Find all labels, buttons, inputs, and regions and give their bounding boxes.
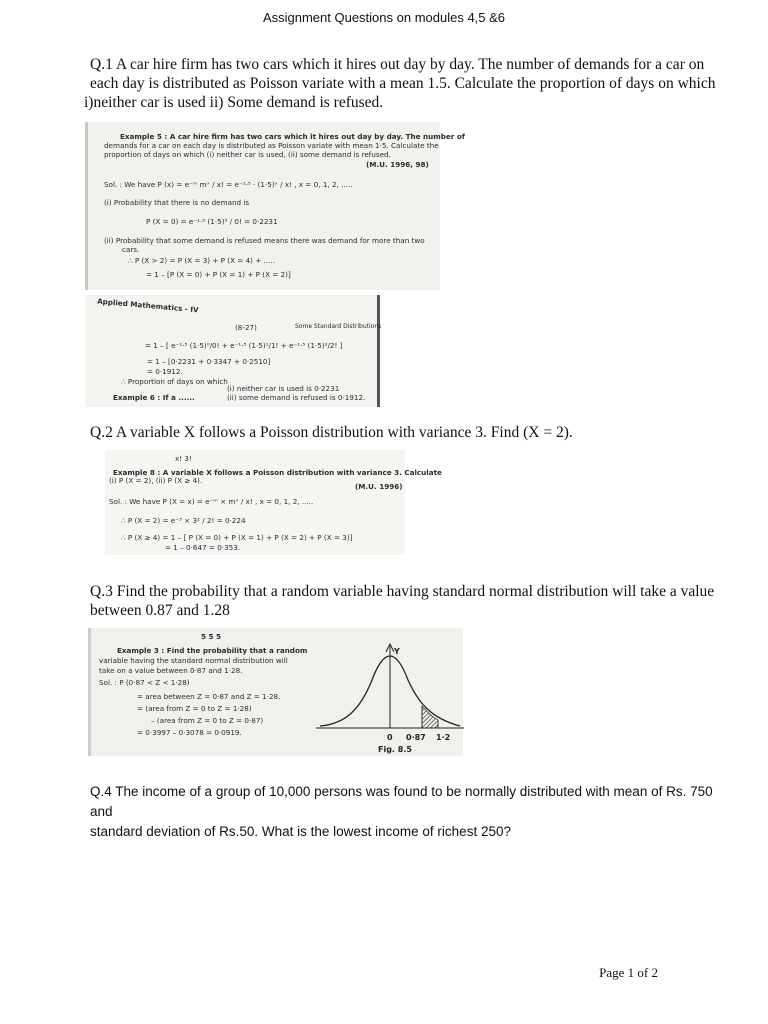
example-5-page-header: Applied Mathematics - IV [96, 296, 199, 315]
example-5-line-2: demands for a car on each day is distributed as Poisson variate with mean 1·5. Calculate the [104, 141, 439, 150]
example-5-page-section: Some Standard Distributions [295, 323, 382, 330]
example-5-conclusion-ii: (ii) some demand is refused is 0·1912. [227, 393, 366, 402]
example-8-top-fragment: x! 3! [175, 454, 192, 463]
example-6-start: Example 6 : If a ...... [113, 393, 195, 402]
example-5-conclusion-i: (i) neither car is used is 0·2231 [227, 384, 340, 393]
question-2: Q.2 A variable X follows a Poisson distribution with variance 3. Find (X = 2). [90, 424, 573, 441]
example-8-line-2: (i) P (X = 2), (ii) P (X ≥ 4). [109, 476, 203, 485]
question-4-line-2: standard deviation of Rs.50. What is the lowest income of richest 250? [90, 824, 511, 839]
example-5-equation-3: = 1 – [ e⁻¹·⁵ (1·5)⁰/0! + e⁻¹·⁵ (1·5)¹/1! + e⁻¹·⁵ (1·5)²/2! ] [145, 341, 343, 350]
figure-tick-087: 0·87 [406, 733, 426, 742]
example-3-step-4: = 0·3997 – 0·3078 = 0·0919. [137, 728, 242, 737]
scan-example-5-part-1 [85, 122, 465, 290]
question-3 [90, 582, 740, 620]
example-5-conclusion: ∴ Proportion of days on which [121, 377, 228, 386]
example-5-solution: Sol. : We have P (x) = e⁻ᵐ mˣ / x! = e⁻¹·⁵ · (1·5)ˣ / x! , x = 0, 1, 2, ..... [104, 180, 353, 189]
figure-caption: Fig. 8.5 [378, 745, 412, 754]
page-title: Assignment Questions on modules 4,5 &6 [262, 10, 506, 25]
figure-y-label: Y [394, 647, 400, 656]
example-3-step-3: – (area from Z = 0 to Z = 0·87) [151, 716, 264, 725]
example-3-line-2: variable having the standard normal distribution will [99, 656, 288, 665]
example-8-equation-2: ∴ P (X ≥ 4) = 1 – [ P (X = 0) + P (X = 1) + P (X = 2) + P (X = 3)] [121, 533, 353, 542]
example-5-part-i-equation: P (X = 0) = e⁻¹·⁵ (1·5)⁰ / 0! = 0·2231 [146, 217, 278, 226]
scan-example-8 [105, 450, 442, 555]
question-3-line-2: between 0.87 and 1.28 [90, 602, 230, 619]
example-5-equation-5: = 0·1912. [147, 367, 183, 376]
figure-shaded-region [422, 706, 438, 728]
example-5-equation-4: = 1 – [0·2231 + 0·3347 + 0·2510] [147, 357, 271, 366]
scan-example-5-part-2 [85, 295, 380, 407]
example-5-page-number: (8-27) [235, 323, 257, 332]
example-3-step-1: = area between Z = 0·87 and Z = 1·28. [137, 692, 281, 701]
example-3-line-1: Example 3 : Find the probability that a random [117, 646, 308, 655]
example-3-top-fragment: 5 5 5 [201, 632, 222, 641]
example-5-line-3: proportion of days on which (i) neither car is used, (ii) some demand is refused. [104, 150, 391, 159]
question-3-line-1: Q.3 Find the probability that a random variable having standard normal distribution will take a value [90, 583, 715, 600]
example-3-line-3: take on a value between 0·87 and 1·28. [99, 666, 243, 675]
example-3-solution: Sol. : P (0·87 < Z < 1·28) [99, 678, 190, 687]
question-4 [90, 782, 730, 842]
question-4-line-1: Q.4 The income of a group of 10,000 persons was found to be normally distributed with mean of Rs. 750 and [90, 784, 713, 819]
example-8-equation-3: = 1 – 0·647 = 0·353. [165, 543, 241, 552]
example-5-reference: (M.U. 1996, 98) [366, 160, 429, 169]
example-5-equation-1: ∴ P (X > 2) = P (X = 3) + P (X = 4) + ..... [128, 256, 276, 265]
example-8-solution: Sol. : We have P (X = x) = e⁻ᵐ × mˣ / x! , x = 0, 1, 2, ..... [109, 497, 314, 506]
example-8-equation-1: ∴ P (X = 2) = e⁻³ × 3² / 2! = 0·224 [121, 516, 246, 525]
question-1-line-1: Q.1 A car hire firm has two cars which it hires out day by day. The number of demands for a car on [90, 56, 705, 73]
page-number: Page 1 of 2 [599, 965, 658, 980]
question-1-line-2: each day is distributed as Poisson variate with a mean 1.5. Calculate the proportion of days on which [90, 75, 716, 92]
question-1-line-3: i)neither car is used ii) Some demand is refused. [84, 94, 384, 111]
example-3-step-2: = (area from Z = 0 to Z = 1·28) [137, 704, 252, 713]
question-1 [84, 55, 730, 112]
example-8-reference: (M.U. 1996) [355, 482, 403, 491]
example-5-part-ii-cont: cars. [122, 245, 140, 254]
figure-tick-0: 0 [387, 733, 393, 742]
example-5-line-1: Example 5 : A car hire firm has two cars which it hires out day by day. The number of [120, 132, 465, 141]
example-5-part-ii: (ii) Probability that some demand is refused means there was demand for more than two [104, 236, 425, 245]
example-8-line-1: Example 8 : A variable X follows a Poisson distribution with variance 3. Calculate [113, 468, 442, 477]
figure-tick-128: 1·2 [436, 733, 451, 742]
example-5-equation-2: = 1 – [P (X = 0) + P (X = 1) + P (X = 2)] [146, 270, 291, 279]
example-5-part-i: (i) Probability that there is no demand is [104, 198, 250, 207]
normal-curve-figure [310, 640, 470, 760]
